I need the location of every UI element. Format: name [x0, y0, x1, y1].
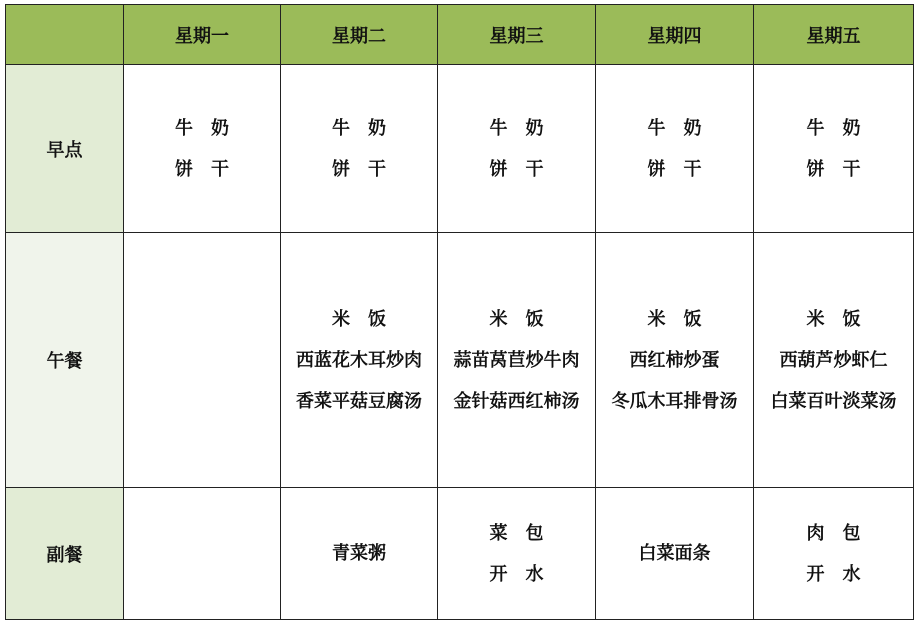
meal-label: 早点 — [6, 65, 124, 233]
header-row — [6, 5, 914, 65]
menu-item: 香菜平菇豆腐汤 — [296, 390, 422, 412]
menu-item: 开 水 — [489, 563, 544, 585]
menu-item: 牛 奶 — [489, 117, 544, 139]
menu-item: 饼 干 — [489, 158, 544, 180]
menu-cell — [281, 65, 438, 233]
menu-cell — [124, 488, 281, 620]
menu-item: 牛 奶 — [332, 117, 386, 139]
menu-item: 冬瓜木耳排骨汤 — [611, 390, 738, 412]
menu-item: 饼 干 — [806, 158, 861, 180]
menu-item: 白菜面条 — [638, 543, 711, 564]
menu-cell — [596, 233, 754, 488]
menu-item: 饼 干 — [175, 158, 229, 180]
menu-cell — [281, 488, 438, 620]
menu-cell — [754, 233, 914, 488]
meal-label: 午餐 — [6, 233, 124, 488]
menu-item: 开 水 — [806, 563, 861, 585]
menu-cell — [438, 233, 596, 488]
menu-item: 蒜苗莴苣炒牛肉 — [453, 349, 580, 371]
menu-cell — [438, 488, 596, 620]
menu-item: 米 饭 — [332, 308, 386, 330]
day-header: 星期五 — [754, 5, 914, 65]
menu-cell — [124, 65, 281, 233]
menu-item: 饼 干 — [647, 158, 702, 180]
menu-item: 白菜百叶淡菜汤 — [770, 390, 897, 412]
day-header: 星期三 — [438, 5, 596, 65]
menu-cell — [754, 488, 914, 620]
breakfast-row — [6, 65, 914, 233]
menu-cell — [596, 488, 754, 620]
corner-cell — [6, 5, 124, 65]
menu-item: 牛 奶 — [647, 117, 702, 139]
menu-item: 肉 包 — [806, 522, 861, 544]
lunch-row — [6, 233, 914, 488]
weekly-menu-table — [5, 4, 914, 620]
menu-cell — [596, 65, 754, 233]
menu-item: 西葫芦炒虾仁 — [779, 349, 888, 371]
menu-item: 饼 干 — [332, 158, 386, 180]
day-header: 星期四 — [596, 5, 754, 65]
menu-cell — [124, 233, 281, 488]
menu-item: 菜 包 — [489, 522, 544, 544]
menu-item: 金针菇西红柿汤 — [453, 390, 580, 412]
menu-item: 米 饭 — [806, 308, 861, 330]
day-header: 星期二 — [281, 5, 438, 65]
menu-item: 牛 奶 — [175, 117, 229, 139]
menu-cell — [281, 233, 438, 488]
menu-item: 青菜粥 — [332, 543, 386, 564]
menu-item: 米 饭 — [647, 308, 702, 330]
day-header: 星期一 — [124, 5, 281, 65]
menu-cell — [754, 65, 914, 233]
menu-item: 米 饭 — [489, 308, 544, 330]
menu-item: 牛 奶 — [806, 117, 861, 139]
menu-cell — [438, 65, 596, 233]
snack-row — [6, 488, 914, 620]
menu-item: 西蓝花木耳炒肉 — [296, 349, 422, 371]
meal-label: 副餐 — [6, 488, 124, 620]
menu-item: 西红柿炒蛋 — [629, 349, 720, 371]
